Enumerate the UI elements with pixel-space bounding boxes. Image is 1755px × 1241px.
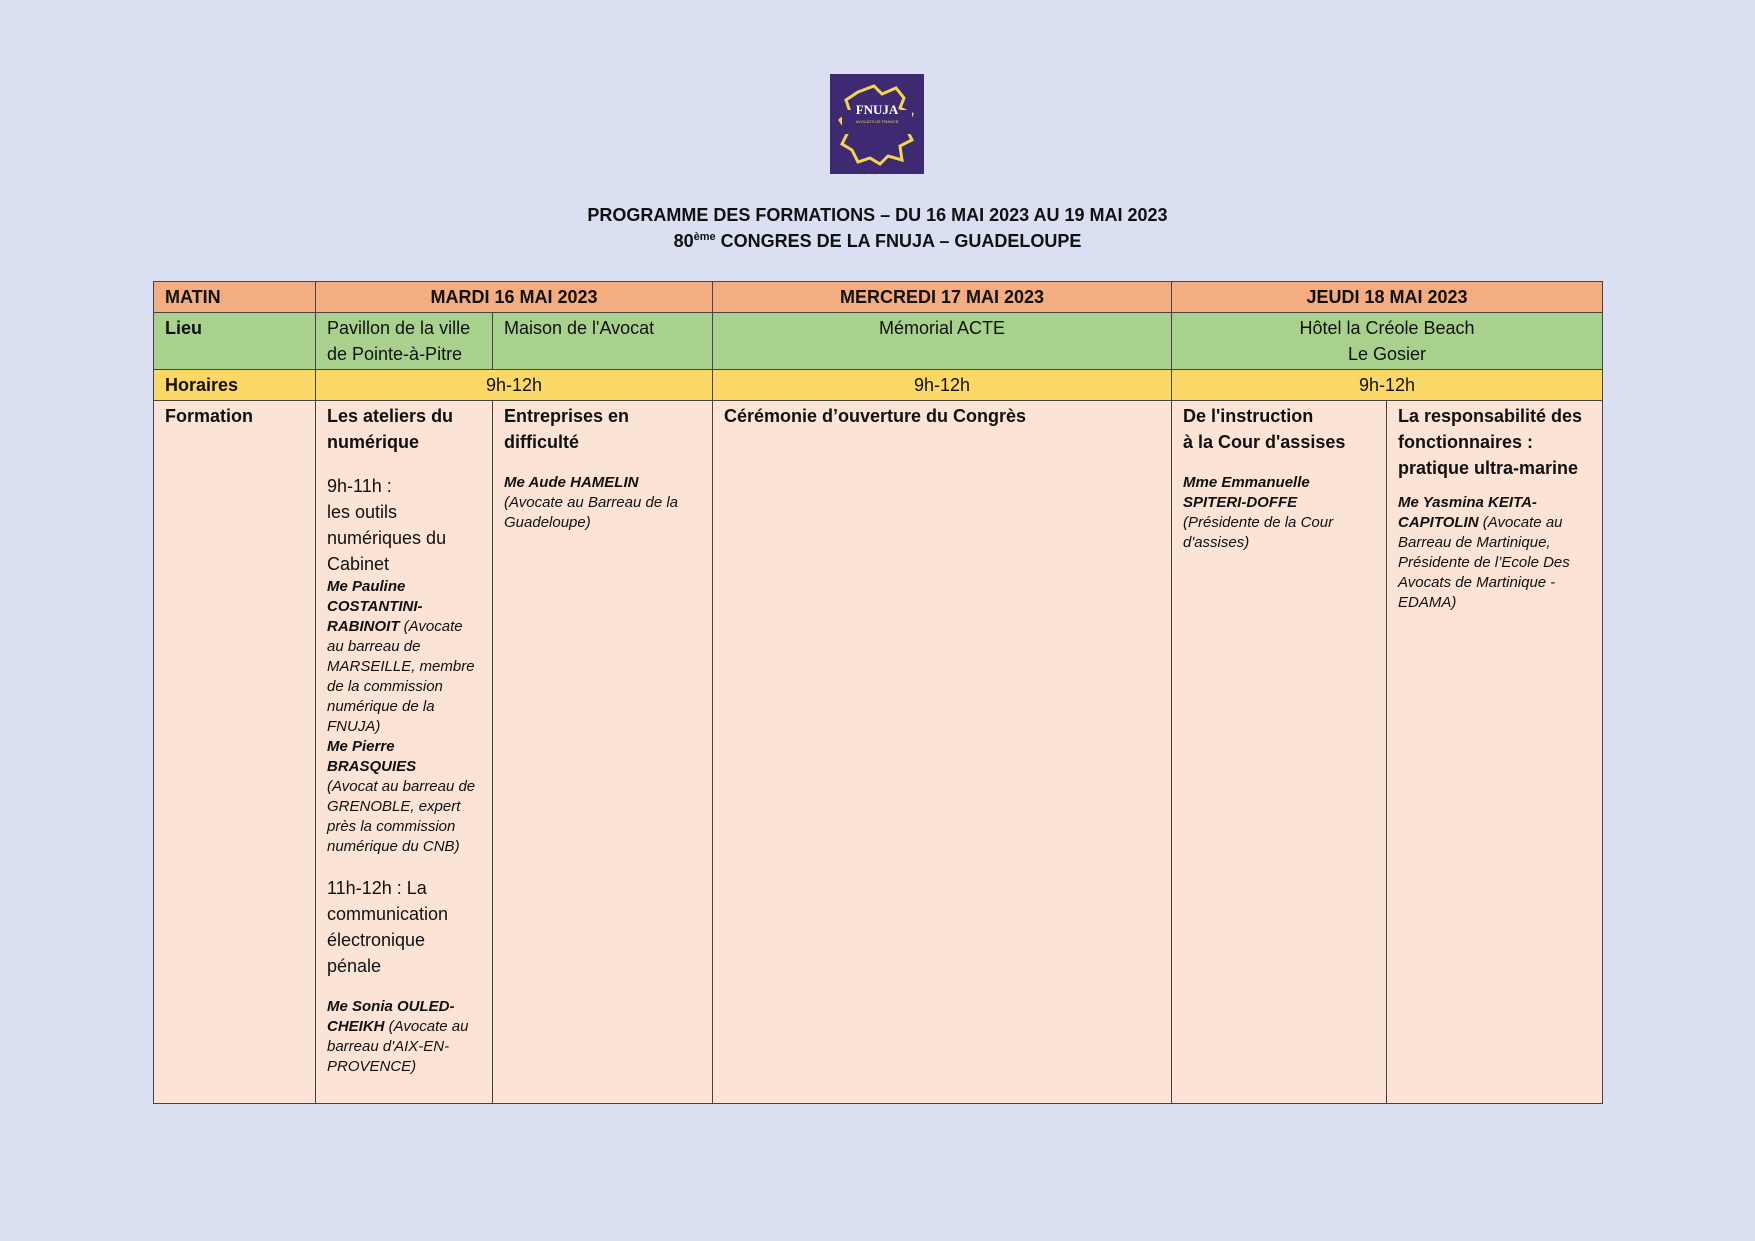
speaker-desc: (Avocate au Barreau de la Guadeloupe) <box>504 494 679 531</box>
horaires-jeudi: 9h-12h <box>1172 370 1603 401</box>
session-slot-1: 9h-11h : <box>327 476 392 496</box>
logo-text: FNUJA <box>855 102 899 117</box>
day-header-mercredi: MERCREDI 17 MAI 2023 <box>713 282 1172 313</box>
formation-mardi-a <box>316 401 493 1104</box>
speaker-name: Me Aude HAMELIN <box>504 474 639 491</box>
session-slot-1-topic: les outils numériques du Cabinet <box>327 502 447 574</box>
speaker-desc: (Présidente de la Cour d'assises) <box>1183 514 1334 551</box>
title-line-1: PROGRAMME DES FORMATIONS – DU 16 MAI 2023 AU 19 MAI 2023 <box>587 205 1168 225</box>
speaker-name: Mme Emmanuelle SPITERI-DOFFE <box>1183 474 1310 511</box>
session-slot-2: 11h-12h : La communication électronique pénale <box>327 878 449 976</box>
lieu-mardi-b: Maison de l'Avocat <box>493 313 713 370</box>
lieu-jeudi-line1: Hôtel la Créole Beach <box>1299 318 1475 338</box>
header-row <box>154 282 1603 313</box>
lieu-jeudi <box>1172 313 1603 370</box>
horaires-label: Horaires <box>154 370 316 401</box>
formation-jeudi-b <box>1387 401 1603 1104</box>
speaker-2-desc: (Avocat au barreau de GRENOBLE, expert près la commission numérique du CNB) <box>327 778 476 855</box>
speaker-2: Me Pierre BRASQUIES <box>327 738 417 775</box>
horaires-mardi: 9h-12h <box>316 370 713 401</box>
session-title: La responsabilité des fonctionnaires : pratique ultra-marine <box>1398 406 1583 478</box>
horaires-row <box>154 370 1603 401</box>
day-header-mardi: MARDI 16 MAI 2023 <box>316 282 713 313</box>
formation-mardi-b <box>493 401 713 1104</box>
formation-mercredi <box>713 401 1172 1104</box>
lieu-jeudi-line2: Le Gosier <box>1347 344 1427 364</box>
speaker: Me Yasmina KEITA-CAPITOLIN (Avocate au Barreau de Martinique, Présidente de l’Ecole Des Avocats de Martinique - EDAMA) <box>1398 494 1570 611</box>
session-title-line1: De l'instruction <box>1183 406 1314 426</box>
formation-row <box>154 401 1603 1104</box>
programme-table <box>153 281 1603 1104</box>
title-line-2: 80ème CONGRES DE LA FNUJA – GUADELOUPE <box>673 231 1082 251</box>
session-title: Entreprises en difficulté <box>504 406 630 452</box>
speaker-3: Me Sonia OULED-CHEIKH (Avocate au barreau d'AIX-EN-PROVENCE) <box>327 998 469 1075</box>
page-title <box>0 202 1755 254</box>
session-title: Les ateliers du numérique <box>327 406 454 452</box>
session-title-line2: à la Cour d'assises <box>1183 432 1346 452</box>
session-title: Cérémonie d’ouverture du Congrès <box>724 406 1027 426</box>
logo-tagline: AVOCATS DE FRANCE <box>855 119 899 124</box>
formation-jeudi-a <box>1172 401 1387 1104</box>
lieu-mardi-a: Pavillon de la ville de Pointe-à-Pitre <box>316 313 493 370</box>
fnuja-logo-graphic <box>830 74 924 174</box>
horaires-mercredi: 9h-12h <box>713 370 1172 401</box>
lieu-label: Lieu <box>154 313 316 370</box>
lieu-row <box>154 313 1603 370</box>
fnuja-logo <box>830 74 924 174</box>
speaker-1: Me Pauline COSTANTINI-RABINOIT (Avocate au barreau de MARSEILLE, membre de la commission numérique de la FNUJA) <box>327 578 475 735</box>
day-header-jeudi: JEUDI 18 MAI 2023 <box>1172 282 1603 313</box>
formation-label: Formation <box>154 401 316 1104</box>
matin-label: MATIN <box>154 282 316 313</box>
lieu-mercredi: Mémorial ACTE <box>713 313 1172 370</box>
